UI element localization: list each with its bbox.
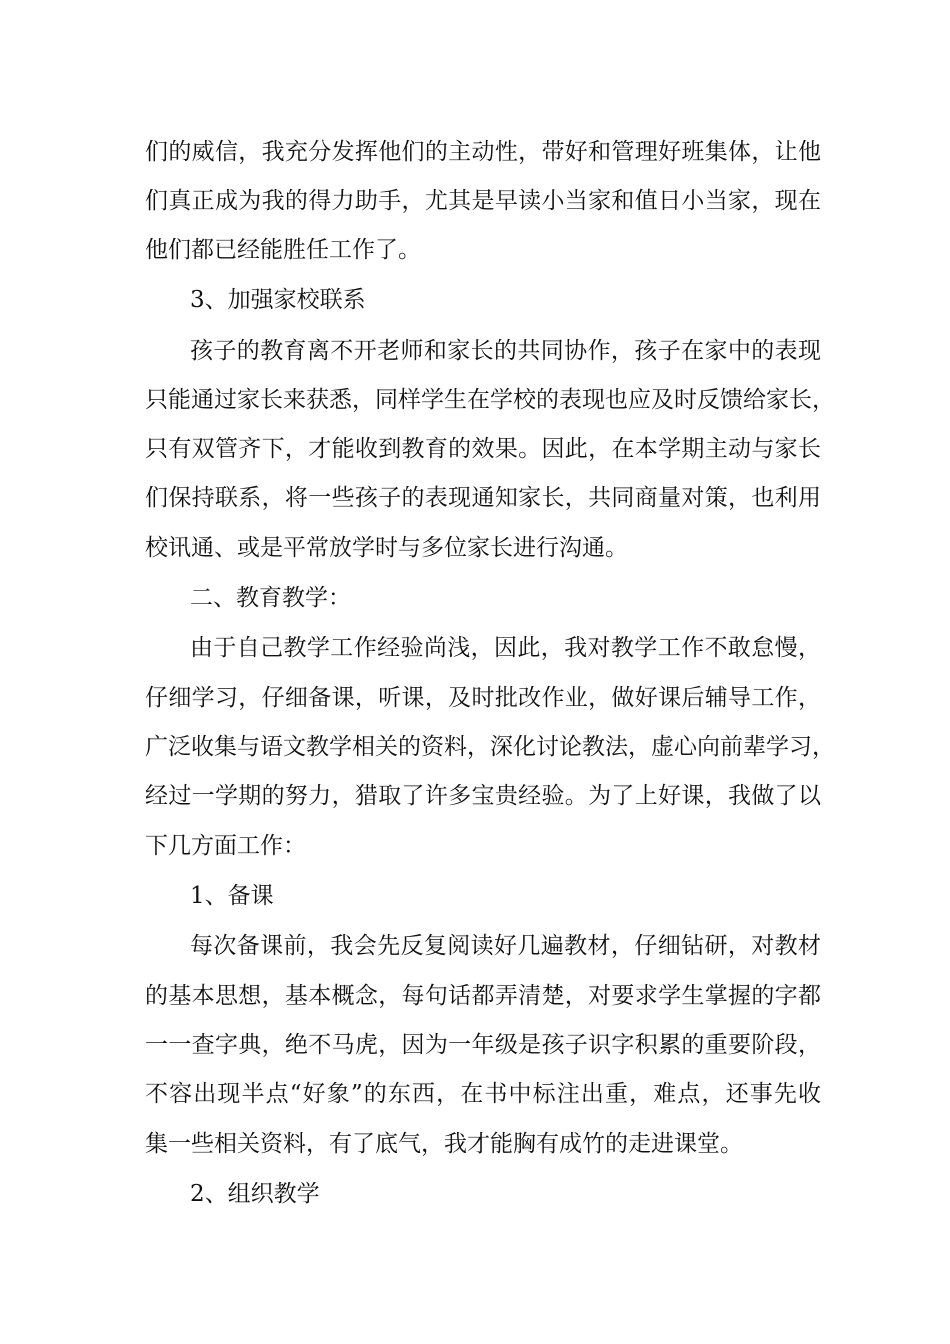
text-line: 每次备课前，我会先反复阅读好几遍教材，仔细钻研，对教材 xyxy=(190,933,821,959)
text-line: 们保持联系，将一些孩子的表现通知家长，共同商量对策，也利用 xyxy=(145,485,821,511)
text-line: 仔细学习，仔细备课，听课，及时批改作业，做好课后辅导工作， xyxy=(145,685,821,711)
section-heading: 3、加强家校联系 xyxy=(190,287,366,313)
text-line: 校讯通、或是平常放学时与多位家长进行沟通。 xyxy=(145,535,628,561)
text-line: 们真正成为我的得力助手，尤其是早读小当家和值日小当家，现在 xyxy=(145,188,821,214)
text-line: 只能通过家长来获悉，同样学生在学校的表现也应及时反馈给家长， xyxy=(145,387,835,413)
text-line: 广泛收集与语文教学相关的资料，深化讨论教法，虚心向前辈学习， xyxy=(145,734,835,760)
text-line: 集一些相关资料，有了底气，我才能胸有成竹的走进课堂。 xyxy=(145,1131,743,1157)
text-line: 下几方面工作： xyxy=(145,833,306,859)
text-line: 一一查字典，绝不马虎，因为一年级是孩子识字积累的重要阶段， xyxy=(145,1032,821,1058)
text-line: 由于自己教学工作经验尚浅，因此，我对教学工作不敢怠慢， xyxy=(190,635,821,661)
text-line: 不容出现半点“好象”的东西，在书中标注出重，难点，还事先收 xyxy=(145,1081,821,1107)
text-line: 他们都已经能胜任工作了。 xyxy=(145,237,421,263)
section-heading: 二、教育教学： xyxy=(190,585,351,611)
text-line: 只有双管齐下，才能收到教育的效果。因此，在本学期主动与家长 xyxy=(145,436,821,462)
section-heading: 2、组织教学 xyxy=(190,1181,320,1207)
text-line: 们的威信，我充分发挥他们的主动性，带好和管理好班集体，让他 xyxy=(145,139,821,165)
text-line: 的基本思想，基本概念，每句话都弄清楚，对要求学生掌握的字都 xyxy=(145,983,821,1009)
section-heading: 1、备课 xyxy=(190,883,274,909)
text-line: 经过一学期的努力，猎取了许多宝贵经验。为了上好课，我做了以 xyxy=(145,783,821,809)
text-line: 孩子的教育离不开老师和家长的共同协作，孩子在家中的表现 xyxy=(190,338,821,364)
